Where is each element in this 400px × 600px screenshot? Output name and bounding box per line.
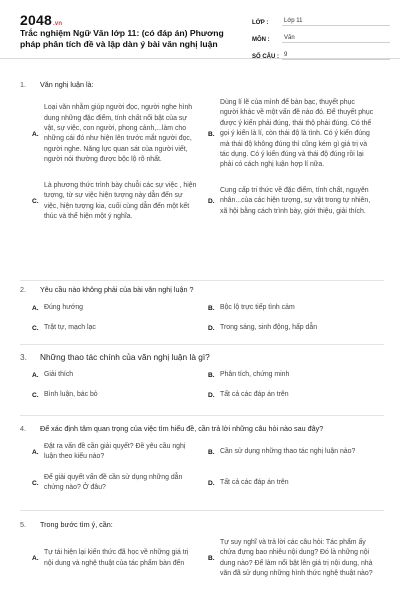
option-text: Giải thích [44,371,74,378]
option-text: Bình luận, bác bỏ [44,391,98,399]
question-number: 1. [20,80,26,89]
option-text: Trật tự, mạch lạc [44,324,96,332]
question-text [20,520,384,530]
option-letter: C. [32,198,39,206]
option-letter: A. [32,130,39,138]
answer-option-d[interactable] [208,473,384,494]
option-text: Là phương thức trình bày chuỗi các sự việc , hiện tượng, từ sự việc hiện tượng này dẫn đến sự việc, hiện tượng kia, cuối cùng dẫn đến một kết thúc và thể hiện một ý nghĩa. [44,181,197,221]
answer-options [20,98,384,232]
answer-option-d[interactable] [208,390,384,400]
answer-option-a[interactable] [32,98,208,171]
answer-option-b[interactable] [208,98,384,171]
divider [20,510,384,511]
answer-option-c[interactable] [32,473,208,494]
question-prompt: Yêu cầu nào không phải của bài văn nghị luận ? [40,285,194,294]
option-letter: A. [32,555,39,563]
divider [20,280,384,281]
option-text: Để giải quyết vấn đề cần sử dụng những dẫn chứng nào? Ở đâu? [44,473,183,492]
quiz-meta [252,14,390,65]
divider [20,415,384,416]
answer-option-a[interactable] [32,370,208,380]
meta-row-class [252,14,390,26]
option-text: Tất cả các đáp án trên [220,479,289,487]
meta-label: MÔN : [252,37,270,43]
answer-option-c[interactable] [32,390,208,400]
question-prompt: Trong bước tìm ý, cần: [40,520,113,529]
question-prompt: Văn nghị luận là: [40,80,94,89]
option-letter: B. [208,304,215,312]
option-letter: D. [208,198,215,206]
question-text [20,80,384,90]
meta-value: Văn [282,35,390,43]
option-text: Phân tích, chứng minh [220,371,290,378]
option-letter: B. [208,555,215,563]
question-3 [20,352,384,411]
option-text: Tự tái hiện lại kiến thức đã học về những giá trị nội dung và nghệ thuật của tác phẩm bàn đến [44,549,189,567]
question-2 [20,285,384,344]
answer-option-b[interactable] [208,442,384,463]
option-letter: A. [32,448,39,456]
answer-option-b[interactable] [208,370,384,380]
question-number: 2. [20,285,26,294]
answer-option-a[interactable] [32,442,208,463]
question-4 [20,424,384,504]
question-1 [20,80,384,232]
answer-option-a[interactable] [32,303,208,313]
meta-label: LỚP : [252,20,269,26]
option-letter: C. [32,479,39,487]
option-letter: A. [32,371,39,379]
option-text: Cần sử dụng những thao tác nghị luận nào? [220,448,356,456]
question-prompt: Để xác định tâm quan trọng của việc tìm hiểu đề, cần trả lời những câu hỏi nào sau đây? [40,424,324,433]
option-text: Tự suy nghĩ và trả lời các câu hỏi: Tác phẩm ấy chứa đựng bao nhiêu nội dung? Đó là những nội dung nào? Để làm nổi bật lên giá trị nội dung, nhà văn đã sử dụng những hình thức nghệ thuật nào? [220,539,373,578]
answer-options [20,370,384,411]
question-prompt: Những thao tác chính của văn nghị luận là gì? [40,352,210,362]
option-letter: D. [208,325,215,333]
logo-domain: .vn [52,21,63,27]
answer-option-c[interactable] [32,181,208,223]
option-letter: B. [208,448,215,456]
meta-value: Lớp 11 [282,18,390,26]
answer-option-d[interactable] [208,323,384,333]
site-logo[interactable] [20,12,62,28]
meta-label: SỐ CÂU : [252,54,279,60]
option-letter: D. [208,479,215,487]
meta-row-subject [252,31,390,43]
answer-option-b[interactable] [208,538,384,580]
divider [20,344,384,345]
option-text: Bộc lộ trực tiếp tình cảm [220,304,295,311]
question-text [20,352,384,362]
answer-option-c[interactable] [32,323,208,333]
option-text: Tất cả các đáp án trên [220,391,289,399]
option-letter: A. [32,304,39,312]
option-text: Trong sáng, sinh động, hấp dẫn [220,324,318,332]
meta-row-count [252,48,390,60]
option-letter: C. [32,392,39,400]
option-text: Dùng lí lẽ của mình để bàn bạc, thuyết phục người khác về một vấn đề nào đó. Để thuyết phục được ý kiến phải đúng, thái thộ phải đúng. Có thể gọi ý kiến là lí, còn thái độ là tình. Có ý kiến đúng mà thái độ không đúng thì cũng kém gì giá trị và tác dụng. Có ý kiến đúng và thái độ đúng rồi lại phải có cách nghị luận hợp lí nữa. [220,99,374,169]
option-text: Loại văn nhằm giúp người đọc, người nghe hình dung những đặc điểm, tính chất nổi bật của sự vật, sự việc, con người, phong cảnh,...làm cho những cái đó như hiện lên trước mắt người đọc, người nghe. Năng lực quan sát của người viết, người nói thường được bộc lộ rõ nhất. [44,104,193,164]
logo-text: 2048 [20,12,52,28]
answer-options [20,442,384,504]
answer-option-b[interactable] [208,303,384,313]
question-number: 3. [20,352,27,362]
option-text: Đúng hướng [44,304,84,311]
option-text: Cung cấp tri thức về đặc điểm, tính chất, nguyên nhân...của các hiện tượng, sự vật trong tự nhiên, xã hội bằng cách trình bày, giới thiệu, giải thích. [220,187,371,215]
meta-value: 9 [282,52,390,60]
option-letter: B. [208,130,215,138]
question-number: 4. [20,424,26,433]
question-5 [20,520,384,590]
answer-options [20,538,384,590]
page-title: Trắc nghiệm Ngữ Văn lớp 11: (có đáp án) Phương pháp phân tích đề và lập dàn ý bài văn nghị luận [20,28,224,49]
question-text [20,285,384,295]
option-letter: C. [32,325,39,333]
answer-options [20,303,384,344]
answer-option-d[interactable] [208,181,384,223]
question-number: 5. [20,520,26,529]
option-letter: B. [208,371,215,379]
page-header [0,0,400,59]
question-text [20,424,384,434]
option-letter: D. [208,392,215,400]
option-text: Đặt ra vấn đề cần giải quyết? Đề yêu cầu nghị luận theo kiểu nào? [44,443,186,461]
answer-option-a[interactable] [32,538,208,580]
